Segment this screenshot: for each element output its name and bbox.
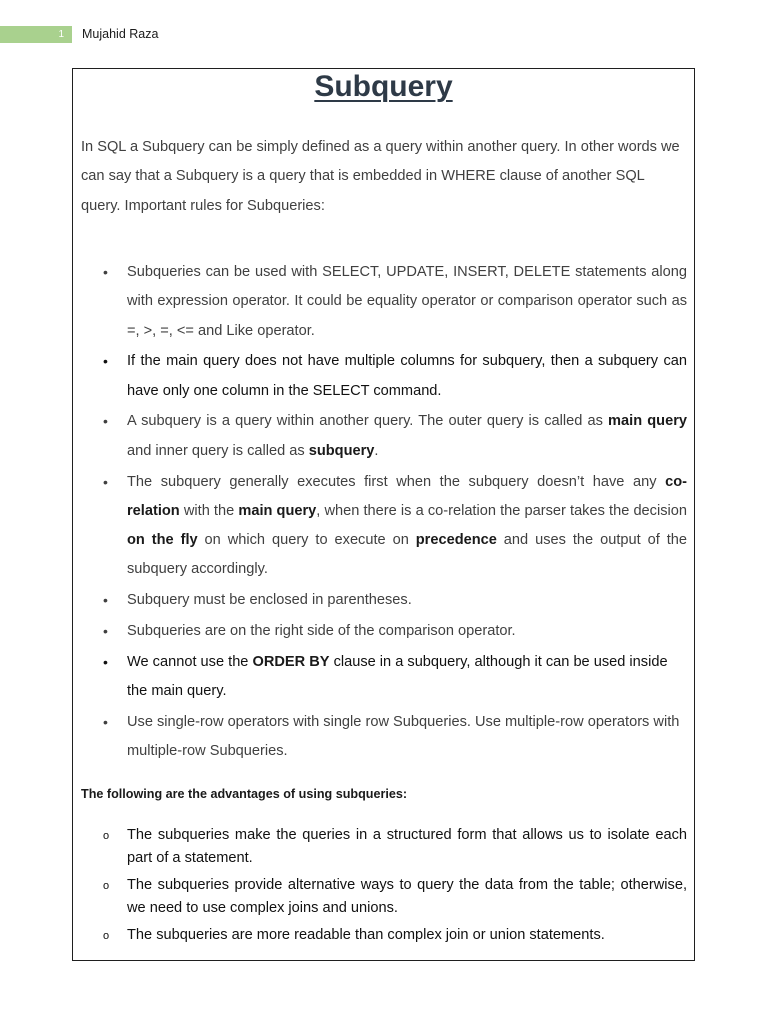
advantages-list xyxy=(73,824,687,951)
intro-paragraph: In SQL a Subquery can be simply defined as a query within another query. In other words we can say that a Subquery is a query that is embedded in WHERE clause of another SQL query. Important rules for Subqueries: xyxy=(81,139,680,214)
text-run: and uses the output of the subquery accordingly. xyxy=(127,532,687,578)
text-run: We cannot use the xyxy=(127,653,253,670)
text-run: and inner query is called as xyxy=(127,442,309,459)
text-run: Subqueries are on the right side of the comparison operator. xyxy=(127,623,516,640)
rule-item xyxy=(73,708,687,767)
advantage-item xyxy=(73,924,687,947)
bold-term: main query xyxy=(608,413,687,430)
circle-bullet-icon: o xyxy=(103,930,110,942)
text-run: on which query to execute on xyxy=(197,532,416,549)
bullet-icon: • xyxy=(103,473,108,490)
rule-item xyxy=(73,468,687,585)
bold-term: main query xyxy=(238,502,317,519)
rule-text xyxy=(127,413,687,458)
text-run: The subquery generally executes first when the subquery doesn’t have any xyxy=(127,473,666,490)
rule-item xyxy=(73,347,687,406)
rule-text xyxy=(127,474,687,578)
rule-item xyxy=(73,407,687,466)
rule-text xyxy=(127,623,516,639)
page-title: Subquery xyxy=(314,70,453,103)
rule-text xyxy=(127,654,668,699)
bullet-icon: • xyxy=(103,592,108,609)
bold-term: ORDER BY xyxy=(252,653,330,670)
advantage-text: The subqueries are more readable than complex join or union statements. xyxy=(127,927,605,943)
rule-item xyxy=(73,648,687,707)
bold-term: on the fly xyxy=(127,532,198,549)
text-run: Subquery must be enclosed in parentheses. xyxy=(127,592,412,609)
rule-text xyxy=(127,264,687,339)
rule-item xyxy=(73,586,687,615)
circle-bullet-icon: o xyxy=(103,830,110,842)
advantages-heading: The following are the advantages of using subqueries: xyxy=(81,787,408,801)
bullet-icon: • xyxy=(103,353,108,370)
advantage-item xyxy=(73,824,687,870)
rule-item xyxy=(73,617,687,646)
advantage-item xyxy=(73,874,687,920)
circle-bullet-icon: o xyxy=(103,880,110,892)
advantage-text: The subqueries provide alternative ways to query the data from the table; otherwise, we need to use complex joins and unions. xyxy=(127,877,687,916)
text-run: clause in a subquery, although it can be used inside the main query. xyxy=(127,653,668,700)
rule-text xyxy=(127,353,687,398)
bullet-icon: • xyxy=(103,413,108,430)
rule-item xyxy=(73,258,687,346)
text-run: Use single-row operators with single row Subqueries. Use multiple-row operators with multiple-row Subqueries. xyxy=(127,713,680,760)
bullet-icon: • xyxy=(103,264,108,280)
text-run: , when there is a co-relation the parser takes the decision xyxy=(316,502,687,519)
text-run: A subquery is a query within another query. The outer query is called as xyxy=(127,413,609,430)
page-number: 1 xyxy=(0,26,72,43)
rule-text xyxy=(127,592,412,608)
advantage-text: The subqueries make the queries in a structured form that allows us to isolate each part of a statement. xyxy=(127,827,687,866)
bullet-icon: • xyxy=(103,713,108,730)
bold-term: precedence xyxy=(415,532,497,549)
text-run: with the xyxy=(179,502,239,519)
text-run: . xyxy=(374,442,379,459)
text-run: If the main query does not have multiple columns for subquery, then a subquery can have only one column in the SELECT command. xyxy=(127,353,687,399)
content-box xyxy=(72,68,695,961)
bullet-icon: • xyxy=(103,653,108,670)
bold-term: subquery xyxy=(308,442,375,459)
rule-text xyxy=(127,714,679,759)
rules-list xyxy=(73,258,687,768)
bold-term: co-relation xyxy=(127,473,687,519)
bullet-icon: • xyxy=(103,623,108,640)
author-name: Mujahid Raza xyxy=(82,27,159,41)
text-run: Subqueries can be used with SELECT, UPDATE, INSERT, DELETE statements along with expression operator. It could be equality operator or comparison operator such as =, >, =, <= and Like operator. xyxy=(127,264,687,339)
